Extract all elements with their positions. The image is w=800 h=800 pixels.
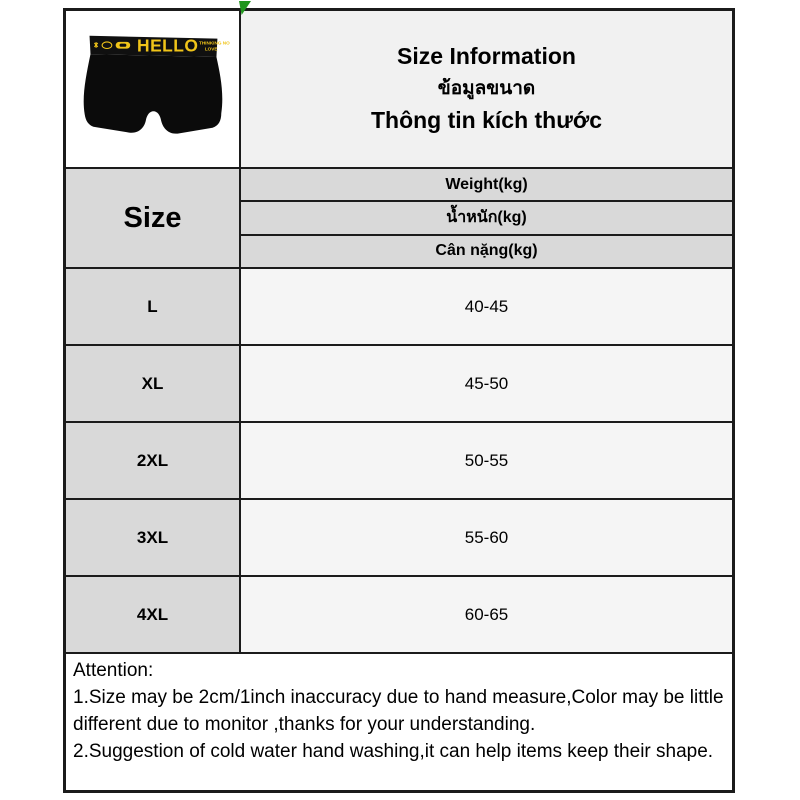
waistband-brand-text: HELLO — [137, 35, 199, 56]
product-image-cell — [66, 11, 241, 167]
top-row — [66, 11, 732, 167]
size-label: XL — [66, 346, 241, 421]
attention-heading: Attention: — [73, 660, 154, 681]
size-label: L — [66, 269, 241, 344]
attention-line: 2.Suggestion of cold water hand washing,it can help items keep their shape. — [73, 741, 714, 762]
boxer-briefs-image — [75, 27, 230, 151]
title-thai: ข้อมูลขนาด — [437, 77, 536, 99]
table-row — [66, 575, 732, 652]
attention-line: different due to monitor ,thanks for your understanding. — [73, 714, 536, 735]
boxer-body — [84, 54, 223, 134]
weight-value: 55-60 — [241, 500, 732, 575]
weight-header-en: Weight(kg) — [241, 169, 732, 200]
size-chart-sheet — [63, 8, 735, 793]
title-vietnamese: Thông tin kích thước — [370, 107, 603, 134]
waistband-small-text-1: THINKING NO — [199, 40, 230, 46]
size-column-header: Size — [66, 169, 241, 267]
title-cell — [241, 11, 732, 167]
weight-header-th: น้ำหนัก(kg) — [241, 200, 732, 233]
weight-header-stack — [241, 169, 732, 267]
attention-line: 1.Size may be 2cm/1inch inaccuracy due to hand measure,Color may be little — [73, 687, 724, 708]
size-label: 2XL — [66, 423, 241, 498]
waistband-small-text-2: LOVE — [204, 46, 218, 52]
table-row — [66, 267, 732, 344]
table-row — [66, 421, 732, 498]
weight-value: 60-65 — [241, 577, 732, 652]
weight-header-vi: Cân nặng(kg) — [241, 234, 732, 267]
attention-note — [66, 652, 732, 790]
title-english: Size Information — [397, 43, 576, 70]
weight-value: 40-45 — [241, 269, 732, 344]
table-row — [66, 498, 732, 575]
weight-value: 45-50 — [241, 346, 732, 421]
table-row — [66, 344, 732, 421]
table-header-row — [66, 167, 732, 267]
size-label: 3XL — [66, 500, 241, 575]
size-label: 4XL — [66, 577, 241, 652]
weight-value: 50-55 — [241, 423, 732, 498]
